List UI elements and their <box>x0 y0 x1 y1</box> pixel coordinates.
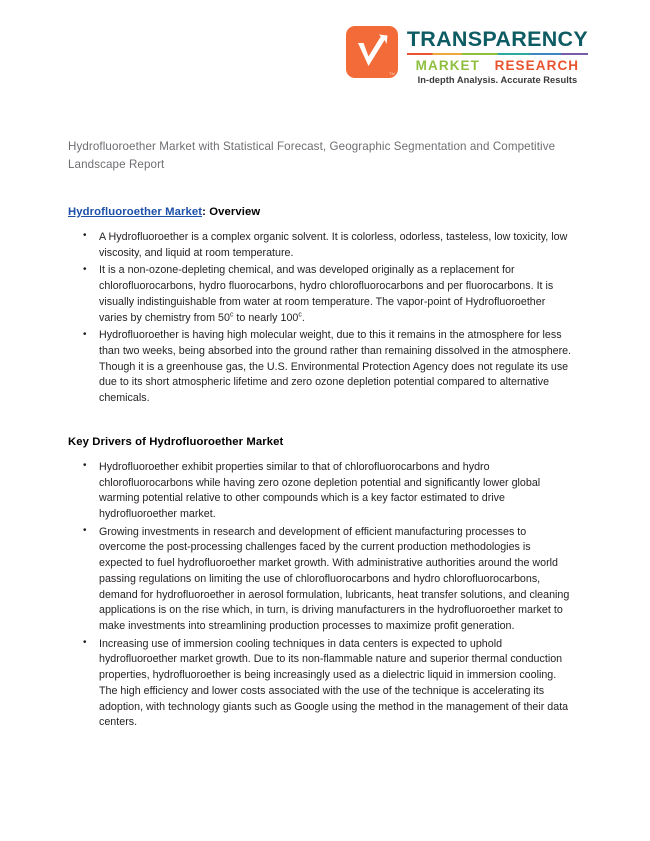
logo-color-rule <box>407 53 588 56</box>
overview-bullet-list <box>68 230 572 407</box>
logo-subtitle-research: RESEARCH <box>494 58 580 73</box>
list-item: • Hydrofluoroether exhibit properties similar to that of chlorofluorocarbons and hydro chlorofluorocarbons while having zero ozone depletion potential and significantly lower global warming potential relative to other compounds which is a key factor estimated to drive hydrofluoroether market. <box>99 460 572 523</box>
page-title: Hydrofluoroether Market with Statistical Forecast, Geographic Segmentation and Competitive Landscape Report <box>68 140 556 171</box>
list-item: • Increasing use of immersion cooling techniques in data centers is expected to uphold hydrofluoroether market growth. Due to its non-flammable nature and superior thermal conduction properties, hydrofluoroether is being increasingly used as a dielectric liquid in immersion cooling. The high efficiency and lower costs associated with the use of the technique is accelerating its adoption, with technology giants such as Google using the method in the management of their data centers. <box>99 637 572 731</box>
section-heading-overview-rest: : Overview <box>202 205 261 218</box>
logo-company-name: TRANSPARENCY <box>406 27 588 51</box>
section-heading-overview <box>68 206 572 218</box>
check-arrow-icon <box>346 26 398 78</box>
list-item: • It is a non-ozone-depleting chemical, and was developed originally as a replacement for chlorofluorocarbons, hydro fluorocarbons, hydro chlorofluorocarbons and per fluorocarbons. It is visually indistinguishable from water at room temperature. The vapor-point of Hydrofluoroether varies by chemistry from 50$^c$ to nearly 100$^c$. <box>99 263 572 326</box>
list-item: • Hydrofluoroether is having high molecular weight, due to this it remains in the atmosphere for less than two weeks, being absorbed into the ground rather than remaining dissolved in the atmosphere. Though it is a greenhouse gas, the U.S. Environmental Protection Agency does not regulate its use due to its short atmospheric lifetime and zero ozone depletion potential compared to alternative chemicals. <box>99 328 572 407</box>
logo-subtitle-market: MARKET <box>415 58 481 73</box>
section-heading-key-drivers: Key Drivers of Hydrofluoroether Market <box>68 435 284 448</box>
hydrofluoroether-market-link[interactable]: Hydrofluoroether Market <box>68 205 203 218</box>
list-item: • Growing investments in research and development of efficient manufacturing processes to overcome the post-processing challenges faced by the current production methodologies is expected to fuel hydrofluoroether market growth. With administrative authorities around the world passing regulations on limiting the use of chlorofluorocarbons and hydro chlorofluorocarbons, demand for hydrofluoroether in aerosol formulation, lubricants, heat transfer solutions, and cleaning applications is on the rise which, in turn, is driving manufacturers in the hydrofluoroether market to make investments into streamlining production processes to maximize profit generation. <box>99 525 572 635</box>
document-body <box>68 138 572 733</box>
logo-wordmark <box>407 26 588 85</box>
list-item: • A Hydrofluoroether is a complex organic solvent. It is colorless, odorless, tasteless, low toxicity, low viscosity, and liquid at room temperature. <box>99 230 572 261</box>
brand-logo <box>346 26 588 85</box>
logo-subtitle <box>407 58 588 74</box>
logo-tagline: In-depth Analysis. Accurate Results <box>417 75 578 86</box>
key-drivers-bullet-list <box>68 460 572 731</box>
trademark-symbol: TM <box>389 71 395 76</box>
